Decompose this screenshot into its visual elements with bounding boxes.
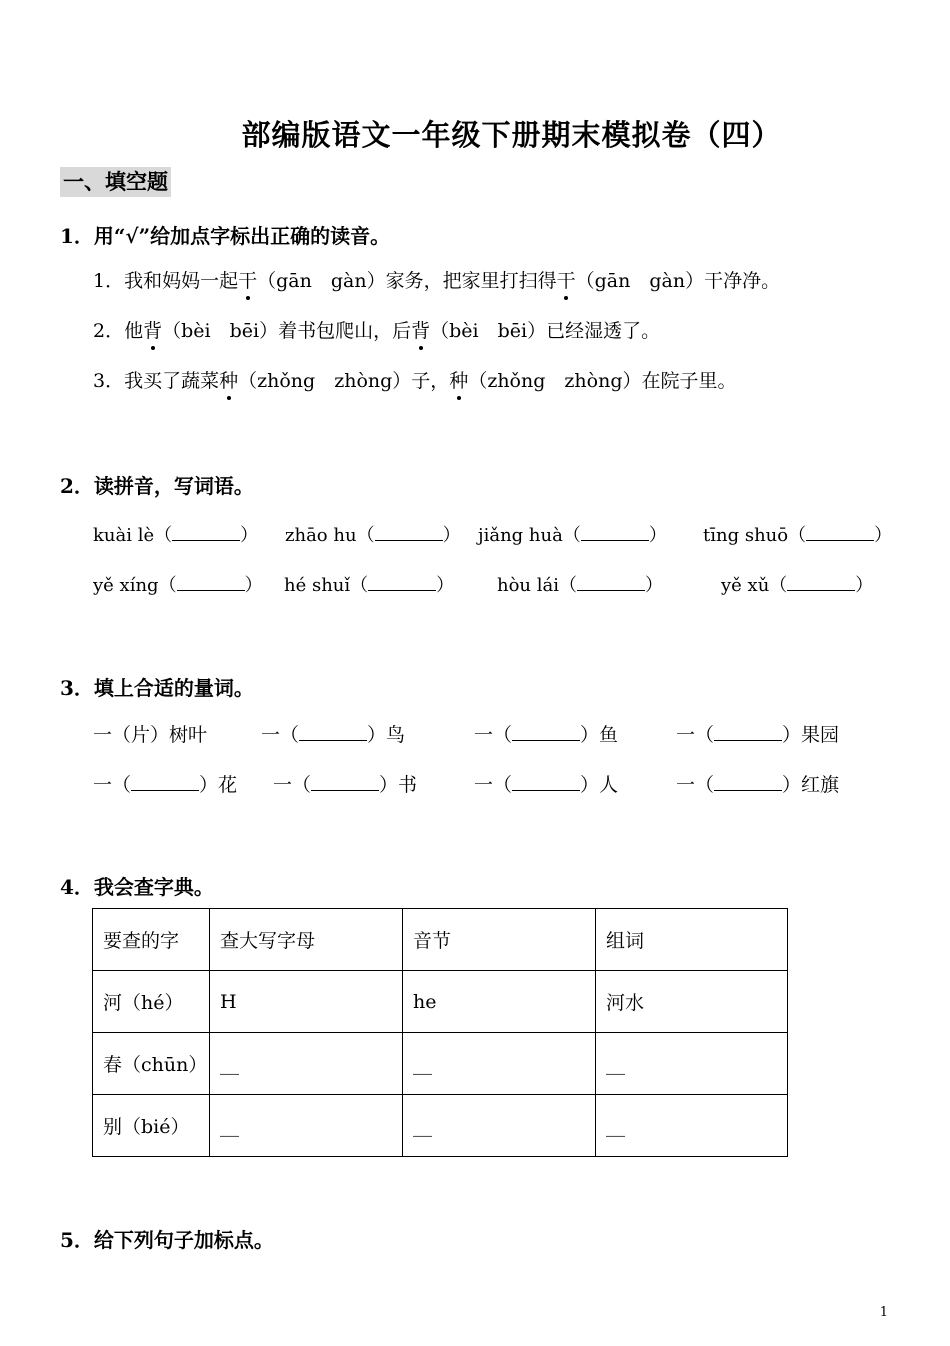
answer-blank[interactable] [787,574,855,591]
q2-item: yě xǔ（ ） [721,575,874,596]
q1-s2-text-b: （bèi bēi）着书包爬山，后 [162,320,412,342]
q2-item: hé shuǐ（ ） [284,575,455,596]
question-4-prompt: 4．我会查字典。 [60,875,214,899]
q3-noun: 花 [218,774,238,796]
answer-blank[interactable] [577,574,645,591]
answer-blank[interactable] [512,774,580,791]
q1-s3-text-a: 我买了蔬菜 [124,370,220,392]
q2-item: kuài lè（ ） [93,525,259,546]
q1-sentence-3 [93,366,736,393]
table-cell: 别（bié） [93,1095,210,1157]
q3-yi: 一 [93,774,113,796]
q3-item: 一（ ）书 [273,774,418,796]
question-1-prompt: 1．用“√”给加点字标出正确的读音。 [60,224,391,248]
q2-item: tīng shuō（ ） [703,525,893,546]
q2-item: jiǎng huà（ ） [478,525,667,546]
q3-item: 一（ ）人 [474,774,619,796]
q2-item: zhāo hu（ ） [285,525,461,546]
q2-item: yě xíng（ ） [93,575,263,596]
q1-s1-text-a: 我和妈妈一起 [124,270,239,292]
table-cell-answer[interactable]: __ [210,1095,403,1157]
q3-noun: 人 [599,774,619,796]
question-2-prompt: 2．读拼音，写词语。 [60,474,254,498]
q1-s1-num: 1． [93,270,125,292]
table-row [93,1033,788,1095]
q1-s2-dotted-char-1: 背 [143,316,162,343]
answer-blank[interactable] [131,774,199,791]
answer-blank[interactable] [172,524,240,541]
table-cell-answer[interactable]: __ [596,1033,788,1095]
q3-noun: 果园 [801,724,840,746]
answer-blank[interactable] [581,524,649,541]
q3-item: 一（ ）花 [93,774,238,796]
table-cell-answer[interactable]: __ [210,1033,403,1095]
answer-blank[interactable] [806,524,874,541]
q2-pinyin: kuài lè [93,525,155,546]
q1-s2-text-a: 他 [124,320,144,342]
q1-s3-dotted-char-1: 种 [219,366,238,393]
table-cell: 河水 [596,971,788,1033]
table-header-cell: 查大写字母 [210,909,403,971]
answer-blank[interactable] [512,724,580,741]
answer-blank[interactable] [714,724,782,741]
page-number: 1 [879,1305,888,1320]
q1-s3-text-b: （zhǒng zhòng）子， [238,370,450,392]
q3-noun: 鱼 [599,724,619,746]
section-heading-fill-blank: 一、填空题 [60,167,171,197]
q2-item: hòu lái（ ） [497,575,663,596]
question-3-prompt: 3．填上合适的量词。 [60,676,254,700]
q2-pinyin: yě xíng [93,575,159,596]
table-cell: H [210,971,403,1033]
q2-pinyin: hòu lái [497,575,559,596]
q3-noun: 书 [398,774,418,796]
q2-pinyin: hé shuǐ [284,575,351,596]
table-cell-answer[interactable]: __ [403,1095,596,1157]
q3-yi: 一 [474,774,494,796]
q2-pinyin: jiǎng huà [478,525,563,546]
q1-s2-num: 2． [93,320,125,342]
q3-yi: 一 [273,774,293,796]
table-row [93,971,788,1033]
q3-example: 一（片）树叶 [93,724,208,746]
table-cell: 河（hé） [93,971,210,1033]
q2-pinyin: zhāo hu [285,525,357,546]
q1-s3-text-c: （zhǒng zhòng）在院子里。 [468,370,737,392]
table-header-cell: 组词 [596,909,788,971]
answer-blank[interactable] [368,574,436,591]
q3-item: 一（ ）鸟 [261,724,406,746]
q1-s1-dotted-char-1: 干 [238,266,257,293]
q3-yi: 一 [474,724,494,746]
q3-yi: 一 [676,724,696,746]
q3-item: 一（ ）鱼 [474,724,619,746]
table-row [93,1095,788,1157]
q3-noun: 鸟 [386,724,406,746]
question-5-prompt: 5．给下列句子加标点。 [60,1228,274,1252]
q1-s1-dotted-char-2: 干 [557,266,576,293]
q3-item: 一（ ）果园 [676,724,840,746]
q2-pinyin: yě xǔ [721,575,770,596]
answer-blank[interactable] [177,574,245,591]
table-cell: he [403,971,596,1033]
table-cell: 春（chūn） [93,1033,210,1095]
table-header-cell: 音节 [403,909,596,971]
q1-s1-text-b: （gān gàn）家务，把家里打扫得 [257,270,557,292]
answer-blank[interactable] [311,774,379,791]
q3-yi: 一 [676,774,696,796]
table-header-cell: 要查的字 [93,909,210,971]
answer-blank[interactable] [375,524,443,541]
page-title: 部编版语文一年级下册期末模拟卷（四） [241,118,782,152]
q1-sentence-1 [93,266,780,293]
q1-s2-dotted-char-2: 背 [411,316,430,343]
table-header-row [93,909,788,971]
q3-item: 一（ ）红旗 [676,774,840,796]
q3-yi: 一 [261,724,281,746]
table-cell-answer[interactable]: __ [403,1033,596,1095]
q3-noun: 红旗 [801,774,840,796]
answer-blank[interactable] [714,774,782,791]
q1-s1-text-c: （gān gàn）干净净。 [575,270,781,292]
q1-sentence-2 [93,316,660,343]
dictionary-table [92,908,788,1157]
answer-blank[interactable] [299,724,367,741]
q1-s3-dotted-char-2: 种 [449,366,468,393]
table-cell-answer[interactable]: __ [596,1095,788,1157]
q1-s2-text-c: （bèi bēi）已经湿透了。 [430,320,661,342]
q1-s3-num: 3． [93,370,125,392]
q2-pinyin: tīng shuō [703,525,789,546]
